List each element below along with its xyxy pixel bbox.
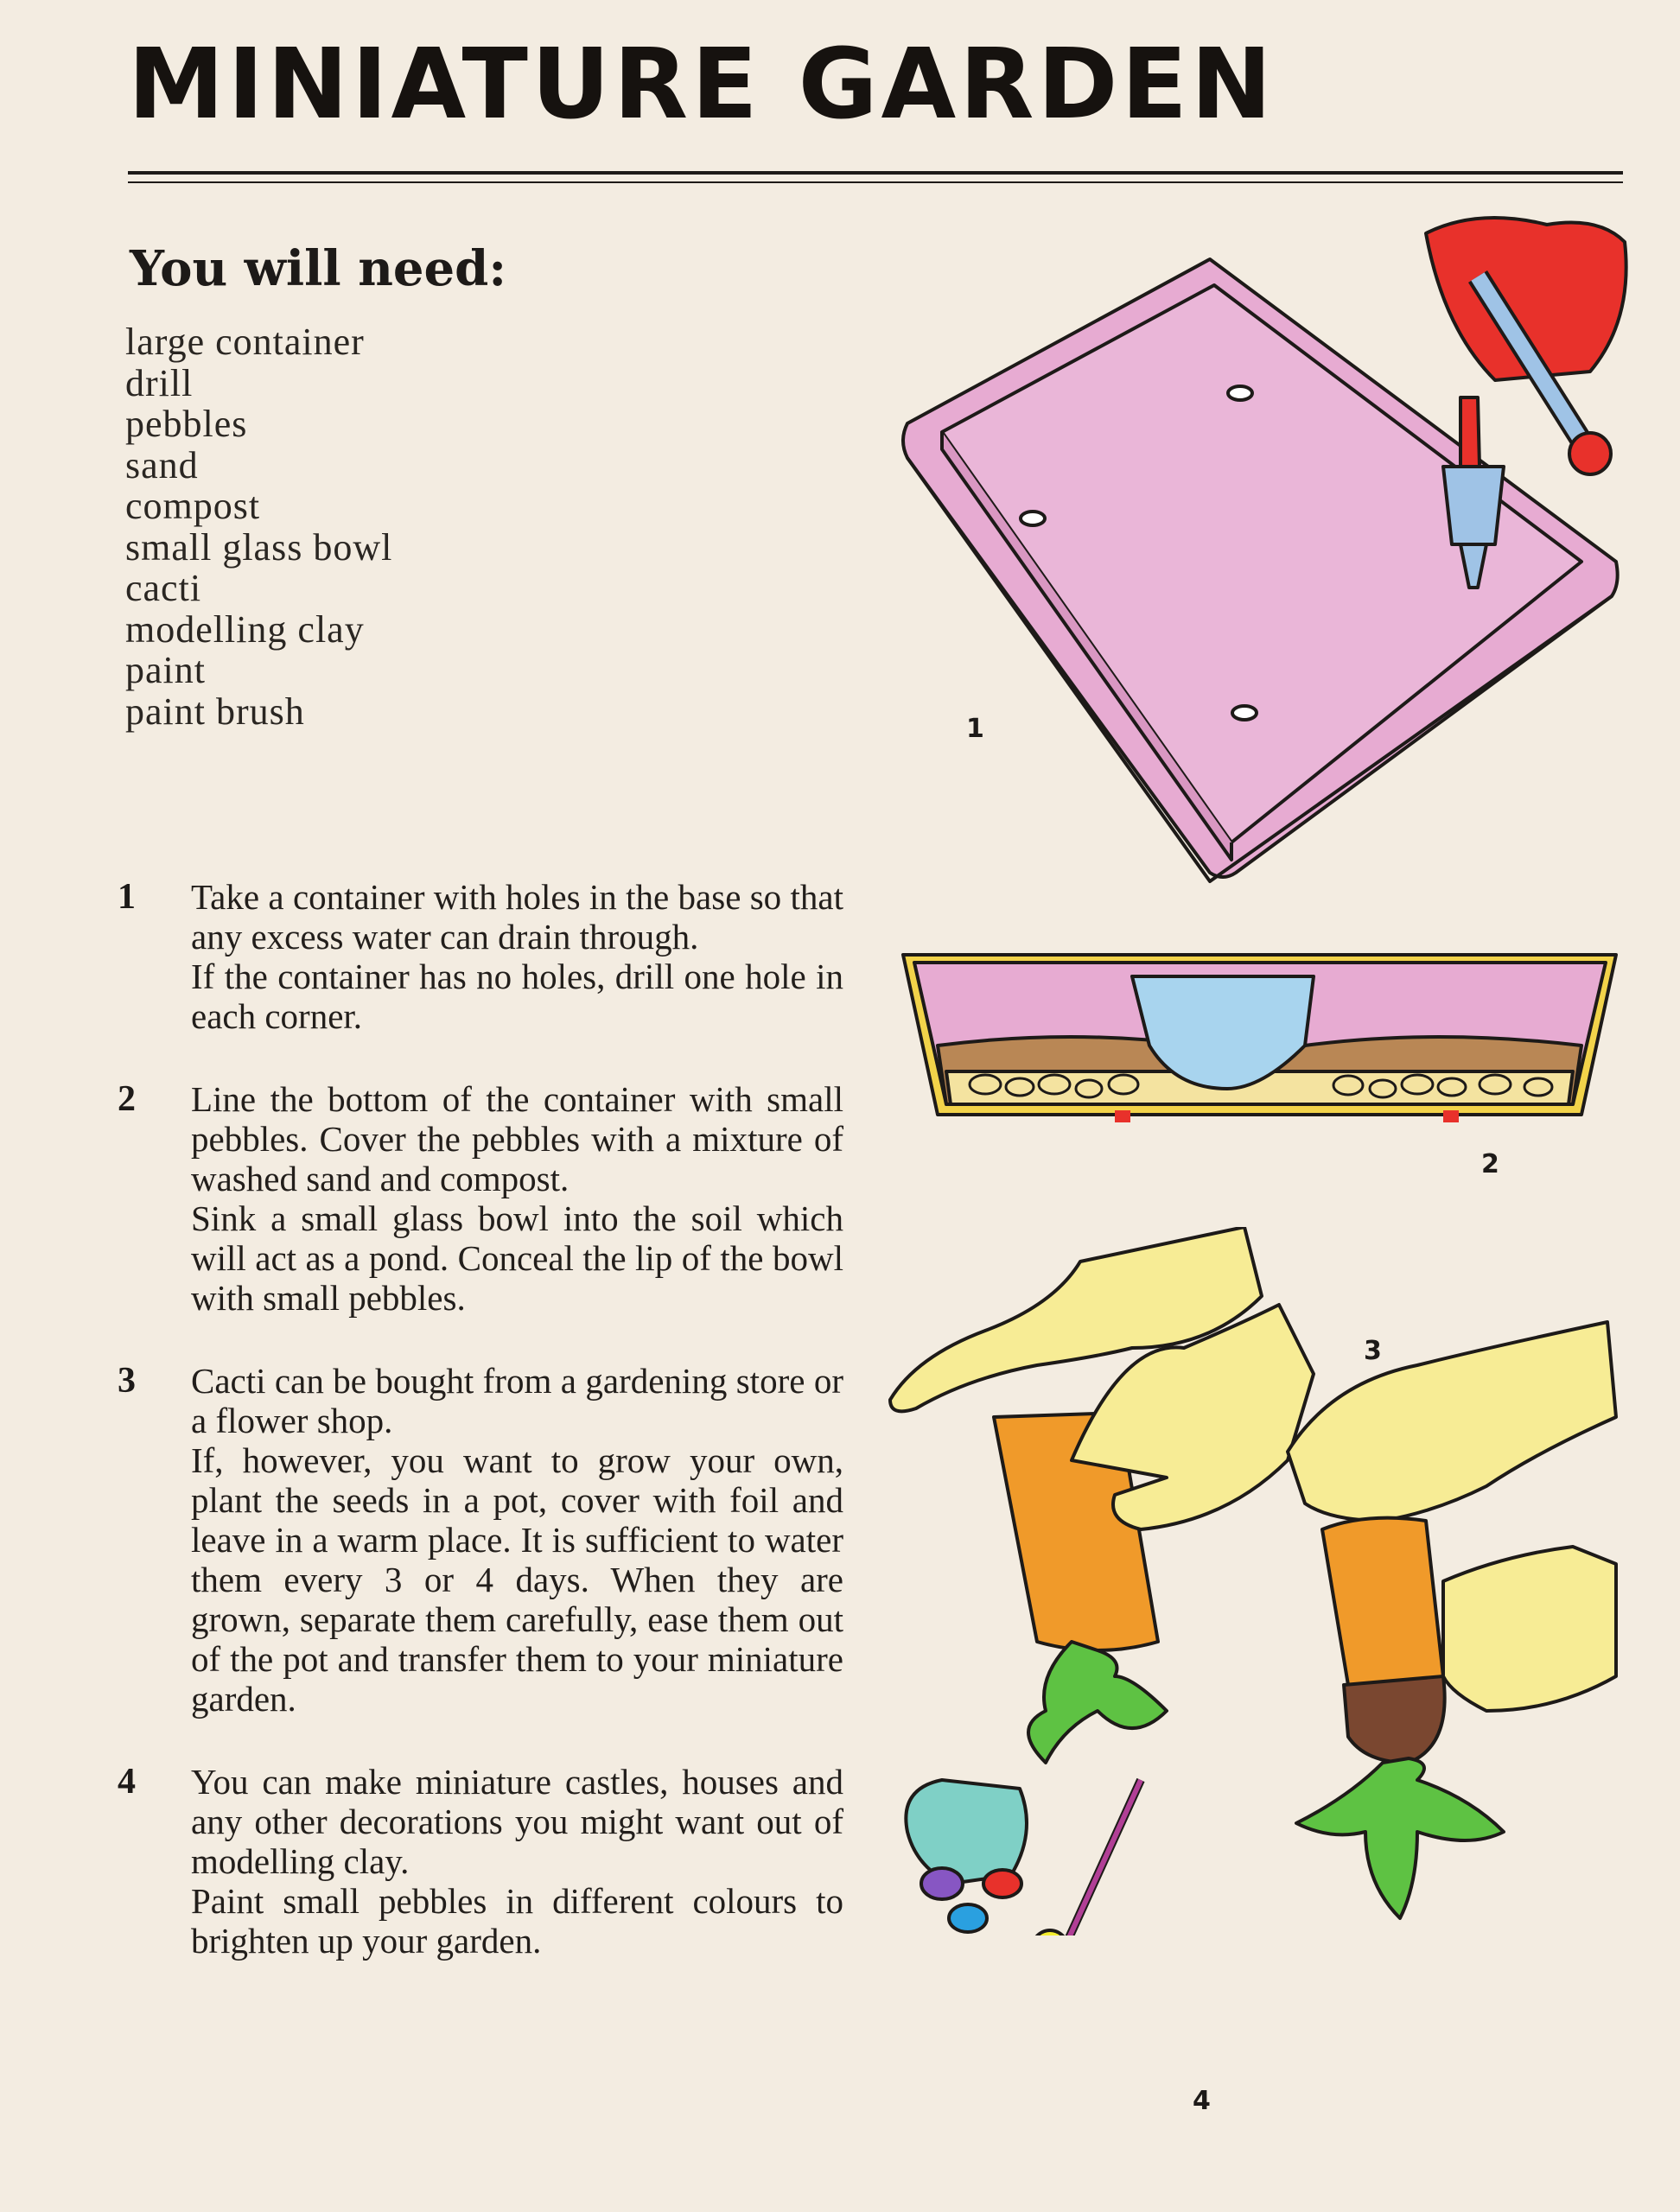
material-item: cacti (125, 567, 202, 609)
step-text: Paint small pebbles in different colours to brighten up your garden. (191, 1881, 843, 1961)
material-item: modelling clay (125, 607, 365, 651)
step-number: 3 (118, 1361, 136, 1401)
step-text: You can make miniature castles, houses and any other decorations you might want out of modelling clay. (191, 1762, 843, 1881)
step-text: Sink a small glass bowl into the soil which will act as a pond. Conceal the lip of the bowl with small pebbles. (191, 1198, 843, 1318)
step-text: Cacti can be bought from a gardening store or a flower shop. (191, 1361, 843, 1440)
container-cross-section-illustration (899, 942, 1625, 1132)
material-item: paint (125, 649, 206, 691)
instruction-steps (118, 877, 843, 2004)
step-number: 1 (118, 877, 136, 917)
step-text: Line the bottom of the container with small pebbles. Cover the pebbles with a mixture of washed sand and compost. (191, 1079, 843, 1198)
material-item: small glass bowl (125, 525, 393, 569)
materials-list (125, 321, 392, 732)
step-3 (118, 1361, 843, 1719)
figure-label-4: 4 (1193, 2086, 1211, 2116)
material-item: paint brush (125, 690, 305, 733)
material-item: sand (125, 443, 199, 486)
material-item: compost (125, 485, 261, 527)
figure-label-2: 2 (1481, 1149, 1499, 1179)
cactus-repotting-illustration (881, 1227, 1642, 1936)
figure-label-1: 1 (966, 714, 984, 744)
step-number: 4 (118, 1762, 136, 1802)
material-item: large container (125, 321, 365, 363)
materials-heading: You will need: (130, 240, 506, 297)
figure-label-3: 3 (1364, 1336, 1382, 1366)
title-rule-thin (128, 181, 1623, 183)
step-text: If the container has no holes, drill one hole in each corner. (191, 957, 843, 1036)
container-drill-illustration (890, 199, 1651, 890)
step-2 (118, 1079, 843, 1318)
step-4 (118, 1762, 843, 1961)
material-item: pebbles (125, 403, 248, 445)
step-1 (118, 877, 843, 1036)
title-rule (128, 171, 1623, 175)
material-item: drill (125, 361, 194, 404)
step-text: Take a container with holes in the base so that any excess water can drain through. (191, 877, 843, 957)
page-title: MINIATURE GARDEN (128, 29, 1276, 141)
step-text: If, however, you want to grow your own, plant the seeds in a pot, cover with foil and leave in a warm place. It is sufficient to water them every 3 or 4 days. When they are grown, separate them carefully, ease them out of the pot and transfer them to your miniature garden. (191, 1440, 843, 1719)
step-number: 2 (118, 1079, 136, 1119)
